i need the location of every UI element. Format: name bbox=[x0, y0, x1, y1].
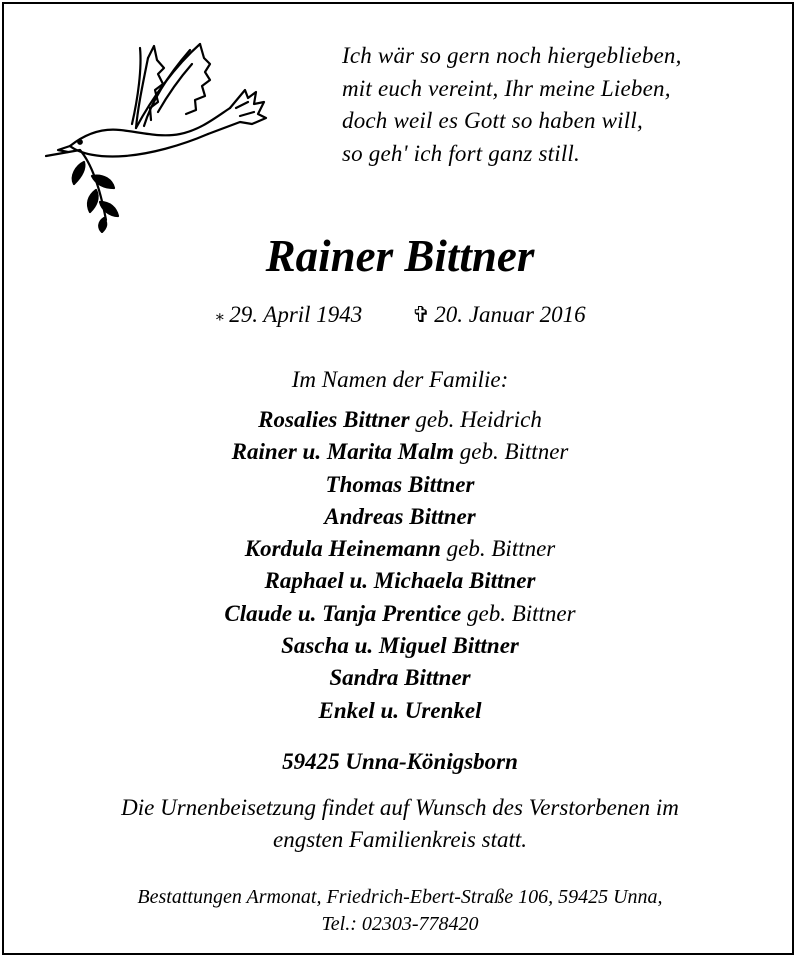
member-name: Rosalies Bittner bbox=[258, 407, 410, 432]
member-name: Kordula Heinemann bbox=[244, 536, 441, 562]
poem-line: mit euch vereint, Ihr meine Lieben, bbox=[342, 75, 671, 101]
member-name: Sandra Bittner bbox=[329, 665, 471, 691]
death-date: 20. Januar 2016 bbox=[434, 302, 586, 327]
family-member bbox=[0, 565, 800, 597]
member-suffix: geb. Bittner bbox=[459, 439, 569, 465]
member-name: Sascha u. Miguel Bittner bbox=[281, 633, 519, 659]
burial-notice bbox=[0, 792, 800, 856]
family-member bbox=[0, 695, 800, 727]
cross-icon: ✞ bbox=[411, 302, 431, 327]
member-suffix: geb. Bittner bbox=[446, 536, 556, 562]
family-member bbox=[0, 533, 800, 565]
undertaker-info bbox=[0, 884, 800, 938]
undertaker-phone: Tel.: 02303-778420 bbox=[321, 913, 479, 935]
family-member bbox=[0, 469, 800, 501]
family-location: 59425 Unna-Königsborn bbox=[282, 749, 518, 774]
member-name: Raphael u. Michaela Bittner bbox=[264, 568, 536, 594]
deceased-name: Rainer Bittner bbox=[265, 231, 535, 281]
birth-date: 29. April 1943 bbox=[229, 302, 363, 327]
member-name: Claude u. Tanja Prentice bbox=[224, 600, 462, 626]
family-heading: Im Namen der Familie: bbox=[291, 367, 509, 392]
poem-line: so geh' ich fort ganz still. bbox=[342, 140, 580, 166]
member-name: Enkel u. Urenkel bbox=[318, 697, 482, 723]
member-suffix: geb. Bittner bbox=[467, 600, 576, 626]
poem-line: doch weil es Gott so haben will, bbox=[342, 108, 643, 133]
undertaker-address: Bestattungen Armonat, Friedrich-Ebert-Straße 106, 59425 Unna, bbox=[137, 886, 663, 908]
dove-icon bbox=[40, 28, 275, 233]
member-name: Thomas Bittner bbox=[325, 471, 475, 497]
burial-notice-line: engsten Familienkreis statt. bbox=[272, 827, 528, 852]
family-member bbox=[0, 598, 800, 630]
burial-notice-line: Die Urnenbeisetzung findet auf Wunsch des Verstorbenen im bbox=[121, 795, 679, 820]
member-name: Andreas Bittner bbox=[324, 503, 476, 529]
member-suffix: geb. Heidrich bbox=[415, 407, 542, 432]
family-member bbox=[0, 501, 800, 533]
poem-line: Ich wär so gern noch hiergeblieben, bbox=[342, 43, 682, 68]
poem bbox=[342, 40, 682, 170]
family-member bbox=[0, 404, 800, 436]
member-name: Rainer u. Marita Malm bbox=[231, 439, 455, 465]
family-member bbox=[0, 630, 800, 662]
family-members bbox=[0, 404, 800, 727]
birth-star-icon: ∗ bbox=[214, 309, 226, 326]
family-member bbox=[0, 662, 800, 694]
family-member bbox=[0, 436, 800, 468]
life-dates bbox=[0, 300, 800, 333]
